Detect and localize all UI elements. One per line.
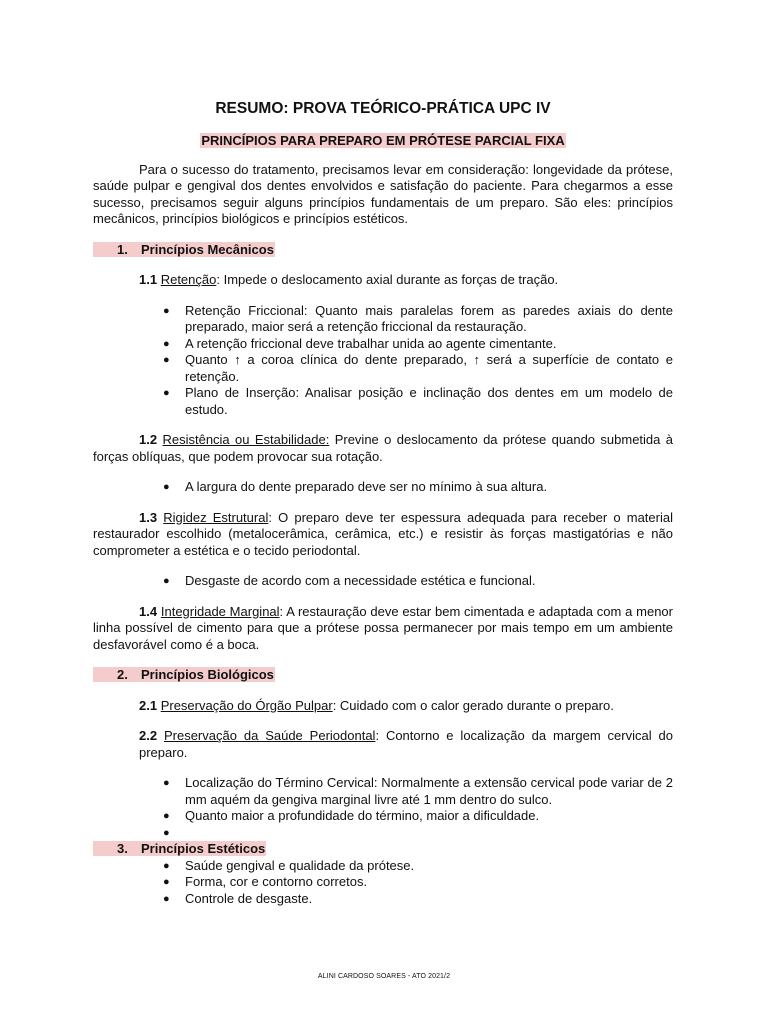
bullet-list-retencao (93, 303, 673, 419)
subsection-text: : Cuidado com o calor gerado durante o preparo. (332, 697, 614, 713)
subsection-text: : Impede o deslocamento axial durante as forças de tração. (216, 272, 559, 287)
subsection-number: 1.1 (139, 272, 158, 287)
list-item: ● Quanto maior a profundidade do término, maior a dificuldade. (163, 808, 540, 823)
subsection-term: Rigidez Estrutural (163, 509, 269, 525)
list-item: ● Forma, cor e contorno corretos. (163, 874, 368, 889)
list-item: ● Controle de desgaste. (163, 890, 313, 906)
subsection-term: Retenção (160, 272, 217, 287)
bullet-icon: ● (163, 810, 170, 822)
list-item: ● A largura do dente preparado deve ser no mínimo à sua altura. (163, 479, 548, 494)
subsection-rigidez (93, 510, 673, 560)
bullet-list-periodontal (93, 775, 673, 841)
page-footer: ALINI CARDOSO SOARES - ATO 2021/2 (317, 973, 451, 980)
section-title: Princípios Biológicos (141, 667, 274, 682)
document-title: RESUMO: PROVA TEÓRICO-PRÁTICA UPC IV (215, 100, 551, 117)
bullet-icon: ● (163, 354, 170, 366)
subsection-number: 2.1 (139, 697, 158, 713)
subsection-periodontal (139, 728, 673, 761)
bullet-list-rigidez (93, 573, 673, 590)
section-title: Princípios Mecânicos (141, 241, 274, 257)
list-item: ● Localização do Término Cervical: Normalmente a extensão cervical pode variar de 2 mm aquém da gengiva marginal livre até 1 mm dentro do sulco. (163, 775, 673, 807)
subsection-text: : A restauração deve estar bem cimentada e adaptada com a menor linha possível de cimento para que a prótese possa permanecer por mais tempo em um ambiente desfavorável como é a boca. (93, 603, 673, 652)
subsection-text: : Contorno e localização da margem cervical do preparo. (139, 728, 673, 760)
intro-paragraph: Para o sucesso do tratamento, precisamos levar em consideração: longevidade da prótese, saúde pulpar e gengival dos dentes envolvidos e satisfação do paciente. Para chegarmos a esse sucesso, precisamos seguir alguns princípios fundamentais de um preparo. São eles: princípios mecânicos, princípios biológicos e princípios estéticos. (93, 161, 673, 226)
bullet-list-esteticos (93, 858, 673, 908)
list-item: ● Saúde gengival e qualidade da prótese. (163, 857, 415, 873)
subsection-number: 1.3 (139, 509, 158, 525)
bullet-icon: ● (163, 575, 170, 587)
subsection-term: Integridade Marginal (160, 603, 280, 619)
section-heading-esteticos (93, 841, 673, 858)
section-number: 2. (117, 667, 128, 682)
subsection-number: 1.2 (139, 432, 158, 447)
bullet-icon: ● (163, 826, 170, 839)
subsection-text: : O preparo deve ter espessura adequada para receber o material restaurador escolhido (metalocerâmica, cerâmica, etc.) e resistir às forças mastigatórias e não comprometer a estética e o tecido periodontal. (93, 509, 673, 558)
subsection-resistencia (93, 432, 673, 465)
bullet-icon: ● (163, 481, 170, 493)
subsection-number: 2.2 (139, 728, 158, 743)
subsection-text: Previne o deslocamento da prótese quando submetida à forças oblíquas, que podem provocar sua rotação. (93, 432, 673, 464)
section-title: Princípios Estéticos (141, 841, 266, 856)
subsection-retencao (93, 272, 673, 289)
subsection-integridade (93, 604, 673, 654)
subsection-term: Resistência ou Estabilidade: (162, 432, 330, 447)
subsection-number: 1.4 (139, 603, 158, 619)
subsection-term: Preservação da Saúde Periodontal (163, 728, 376, 743)
section-heading-biologicos (93, 667, 673, 684)
bullet-icon: ● (163, 777, 170, 789)
bullet-icon: ● (163, 859, 170, 872)
bullet-icon: ● (163, 876, 170, 888)
section-number: 1. (117, 241, 128, 257)
list-item: ● Retenção Friccional: Quanto mais paralelas forem as paredes axiais do dente preparado, maior será a retenção friccional da restauração. (163, 302, 673, 334)
subsection-pulpar (139, 698, 673, 715)
section-heading-mecanicos (93, 242, 673, 259)
bullet-icon: ● (163, 892, 170, 905)
bullet-icon: ● (163, 337, 170, 350)
list-item (93, 825, 673, 842)
document-body (93, 99, 673, 907)
list-item: ● A retenção friccional deve trabalhar unida ao agente cimentante. (163, 335, 557, 351)
bullet-list-resistencia (93, 479, 673, 496)
bullet-icon: ● (163, 304, 170, 317)
document-subtitle (93, 133, 673, 150)
subsection-term: Preservação do Órgão Pulpar (160, 697, 333, 713)
subtitle-text: PRINCÍPIOS PARA PREPARO EM PRÓTESE PARCIAL FIXA (201, 133, 565, 148)
section-number: 3. (117, 841, 128, 856)
list-item: ● Desgaste de acordo com a necessidade estética e funcional. (163, 573, 536, 588)
list-item: ● Plano de Inserção: Analisar posição e inclinação dos dentes em um modelo de estudo. (163, 385, 673, 417)
bullet-icon: ● (163, 387, 170, 399)
list-item: ● Quanto ↑ a coroa clínica do dente preparado, ↑ será a superfície de contato e retenção. (163, 352, 673, 384)
